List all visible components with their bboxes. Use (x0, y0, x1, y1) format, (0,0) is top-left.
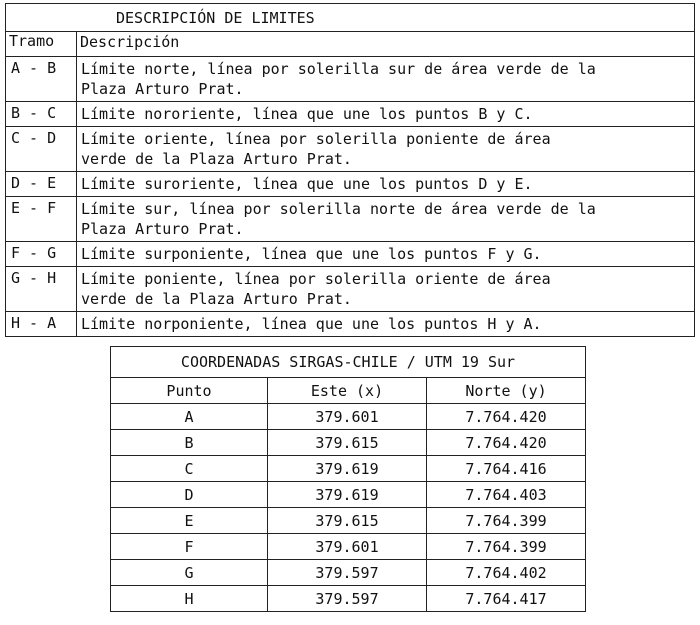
descripcion-line-2: verde de la Plaza Arturo Prat. (81, 290, 352, 308)
punto-cell: E (111, 508, 268, 534)
tramo-cell: C - D (6, 127, 77, 172)
descripcion-cell (77, 312, 695, 337)
descripcion-line-1: Límite oriente, línea por solerilla poniente de área (81, 130, 551, 148)
norte-cell: 7.764.402 (427, 560, 586, 586)
descripcion-cell (77, 197, 695, 242)
norte-cell: 7.764.420 (427, 404, 586, 430)
table-row (111, 430, 586, 456)
header-este: Este (x) (268, 378, 427, 404)
limits-table (5, 3, 695, 337)
coordinates-table-title: COORDENADAS SIRGAS-CHILE / UTM 19 Sur (111, 347, 586, 378)
este-cell: 379.601 (268, 404, 427, 430)
table-row (6, 197, 695, 242)
table-row (6, 102, 695, 127)
coordinates-table (110, 346, 586, 612)
table-row (111, 560, 586, 586)
descripcion-line-2: verde de la Plaza Arturo Prat. (81, 150, 352, 168)
punto-cell: C (111, 456, 268, 482)
descripcion-line-2: Plaza Arturo Prat. (81, 80, 244, 98)
descripcion-cell (77, 57, 695, 102)
descripcion-line-1: Límite norponiente, línea que une los puntos H y A. (81, 315, 542, 333)
header-norte: Norte (y) (427, 378, 586, 404)
table-row (6, 267, 695, 312)
tramo-cell: D - E (6, 172, 77, 197)
punto-cell: H (111, 586, 268, 612)
table-row (111, 534, 586, 560)
table-row (6, 57, 695, 102)
norte-cell: 7.764.416 (427, 456, 586, 482)
este-cell: 379.615 (268, 508, 427, 534)
tramo-cell: B - C (6, 102, 77, 127)
descripcion-line-2: Plaza Arturo Prat. (81, 220, 244, 238)
descripcion-line-1: Límite surponiente, línea que une los puntos F y G. (81, 245, 542, 263)
punto-cell: B (111, 430, 268, 456)
descripcion-cell (77, 242, 695, 267)
descripcion-cell (77, 172, 695, 197)
punto-cell: F (111, 534, 268, 560)
table-row (6, 312, 695, 337)
limits-table-title: DESCRIPCIÓN DE LIMITES (6, 4, 695, 32)
table-row (111, 456, 586, 482)
descripcion-line-1: Límite nororiente, línea que une los puntos B y C. (81, 105, 533, 123)
table-row (6, 242, 695, 267)
tramo-cell: F - G (6, 242, 77, 267)
table-row (111, 482, 586, 508)
header-punto: Punto (111, 378, 268, 404)
table-row (111, 404, 586, 430)
descripcion-line-1: Límite norte, línea por solerilla sur de área verde de la (81, 60, 596, 78)
este-cell: 379.619 (268, 456, 427, 482)
descripcion-line-1: Límite suroriente, línea que une los puntos D y E. (81, 175, 533, 193)
descripcion-cell (77, 102, 695, 127)
descripcion-line-1: Límite poniente, línea por solerilla oriente de área (81, 270, 551, 288)
header-tramo: Tramo (6, 32, 77, 57)
este-cell: 379.615 (268, 430, 427, 456)
tramo-cell: A - B (6, 57, 77, 102)
tramo-cell: H - A (6, 312, 77, 337)
header-descripcion: Descripción (77, 32, 695, 57)
este-cell: 379.597 (268, 560, 427, 586)
table-row (111, 586, 586, 612)
tramo-cell: G - H (6, 267, 77, 312)
norte-cell: 7.764.417 (427, 586, 586, 612)
table-row (111, 508, 586, 534)
este-cell: 379.601 (268, 534, 427, 560)
tramo-cell: E - F (6, 197, 77, 242)
table-row (6, 127, 695, 172)
punto-cell: A (111, 404, 268, 430)
este-cell: 379.619 (268, 482, 427, 508)
este-cell: 379.597 (268, 586, 427, 612)
norte-cell: 7.764.399 (427, 534, 586, 560)
norte-cell: 7.764.403 (427, 482, 586, 508)
punto-cell: G (111, 560, 268, 586)
descripcion-cell (77, 267, 695, 312)
descripcion-cell (77, 127, 695, 172)
descripcion-line-1: Límite sur, línea por solerilla norte de área verde de la (81, 200, 596, 218)
table-row (6, 172, 695, 197)
norte-cell: 7.764.399 (427, 508, 586, 534)
norte-cell: 7.764.420 (427, 430, 586, 456)
punto-cell: D (111, 482, 268, 508)
